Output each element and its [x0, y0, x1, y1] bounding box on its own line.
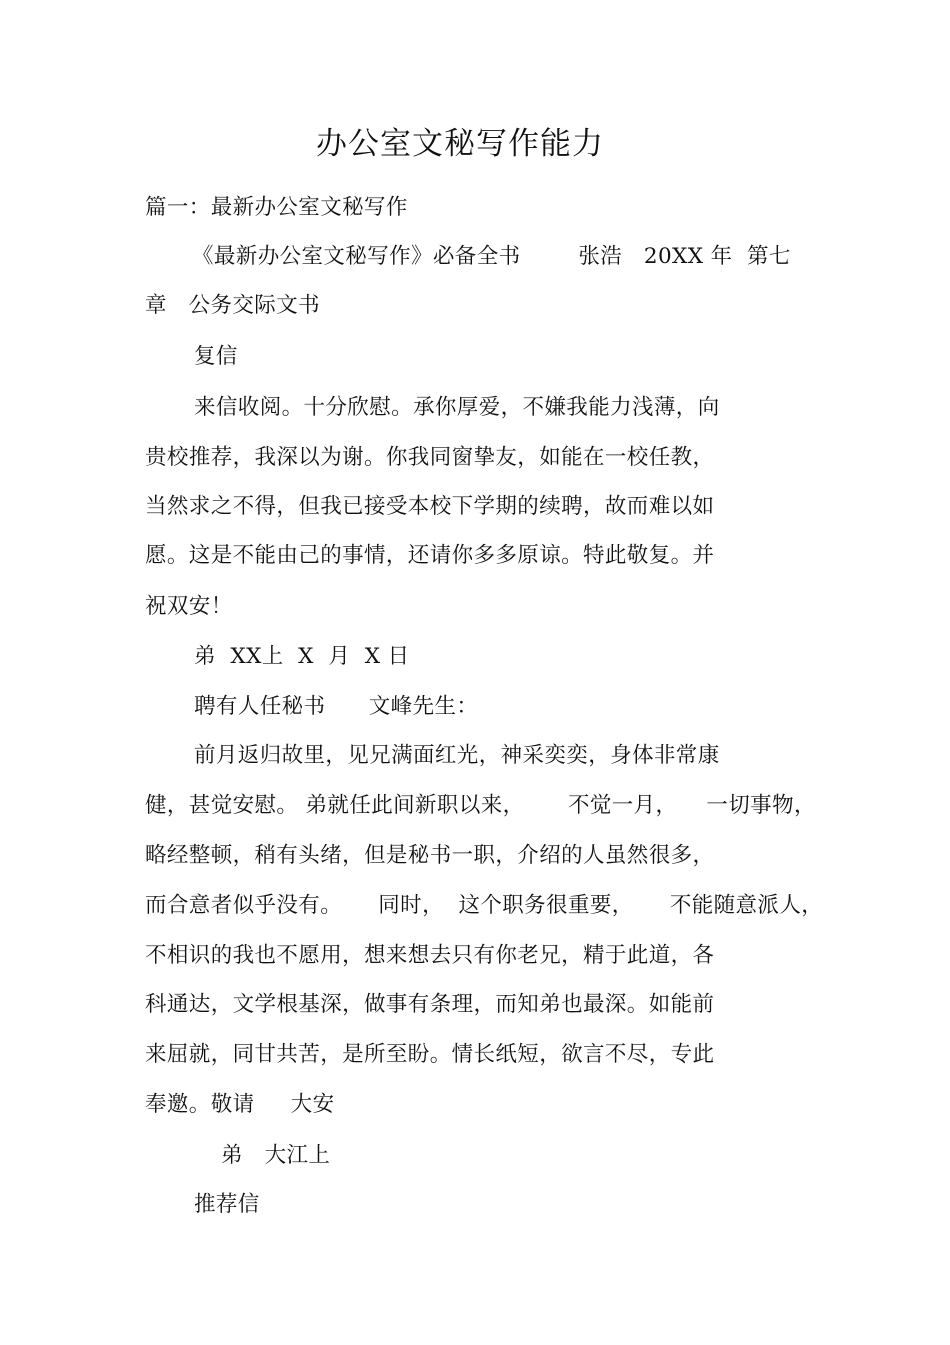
document-title: 办公室文秘写作能力 [316, 126, 604, 162]
paragraph-line: 来信收阅。十分欣慰。承你厚爱，不嫌我能力浅薄，向 [194, 395, 720, 420]
letter-signature-date: 弟 XX上 X 月 X 日 [194, 644, 410, 669]
letter-heading-invitation: 聘有人任秘书 文峰先生： [194, 694, 479, 719]
section-heading: 篇一：最新办公室文秘写作 [145, 195, 408, 220]
paragraph-line: 当然求之不得，但我已接受本校下学期的续聘，故而难以如 [145, 494, 715, 519]
paragraph-line: 略经整顿，稍有头绪，但是秘书一职，介绍的人虽然很多， [145, 843, 715, 868]
letter-heading-reply: 复信 [194, 344, 238, 369]
paragraph-line: 不相识的我也不愿用，想来想去只有你老兄，精于此道，各 [145, 943, 715, 968]
paragraph-line: 贵校推荐，我深以为谢。你我同窗挚友，如能在一校任教， [145, 445, 715, 470]
paragraph-line: 而合意者似乎没有。 同时， 这个职务很重要， 不能随意派人， [145, 893, 824, 918]
paragraph-line: 奉邀。敬请 大安 [145, 1092, 335, 1117]
paragraph-line: 科通达，文学根基深，做事有条理，而知弟也最深。如能前 [145, 992, 715, 1017]
paragraph-line: 前月返归故里，见兄满面红光，神采奕奕，身体非常康 [194, 743, 720, 768]
paragraph-line: 祝双安！ [145, 594, 233, 619]
paragraph-line: 健，甚觉安慰。 弟就任此间新职以来， 不觉一月， 一切事物， [145, 793, 816, 818]
chapter-title: 章 公务交际文书 [145, 293, 321, 318]
paragraph-line: 愿。这是不能由己的事情，还请你多多原谅。特此敬复。并 [145, 543, 715, 568]
letter-signature: 弟 大江上 [221, 1143, 331, 1168]
paragraph-line: 来屈就，同甘共苦，是所至盼。情长纸短，欲言不尽，专此 [145, 1042, 715, 1067]
letter-heading-recommendation: 推荐信 [194, 1192, 260, 1217]
book-reference: 《最新办公室文秘写作》必备全书 张浩 20XX 年 第七 [192, 244, 791, 269]
